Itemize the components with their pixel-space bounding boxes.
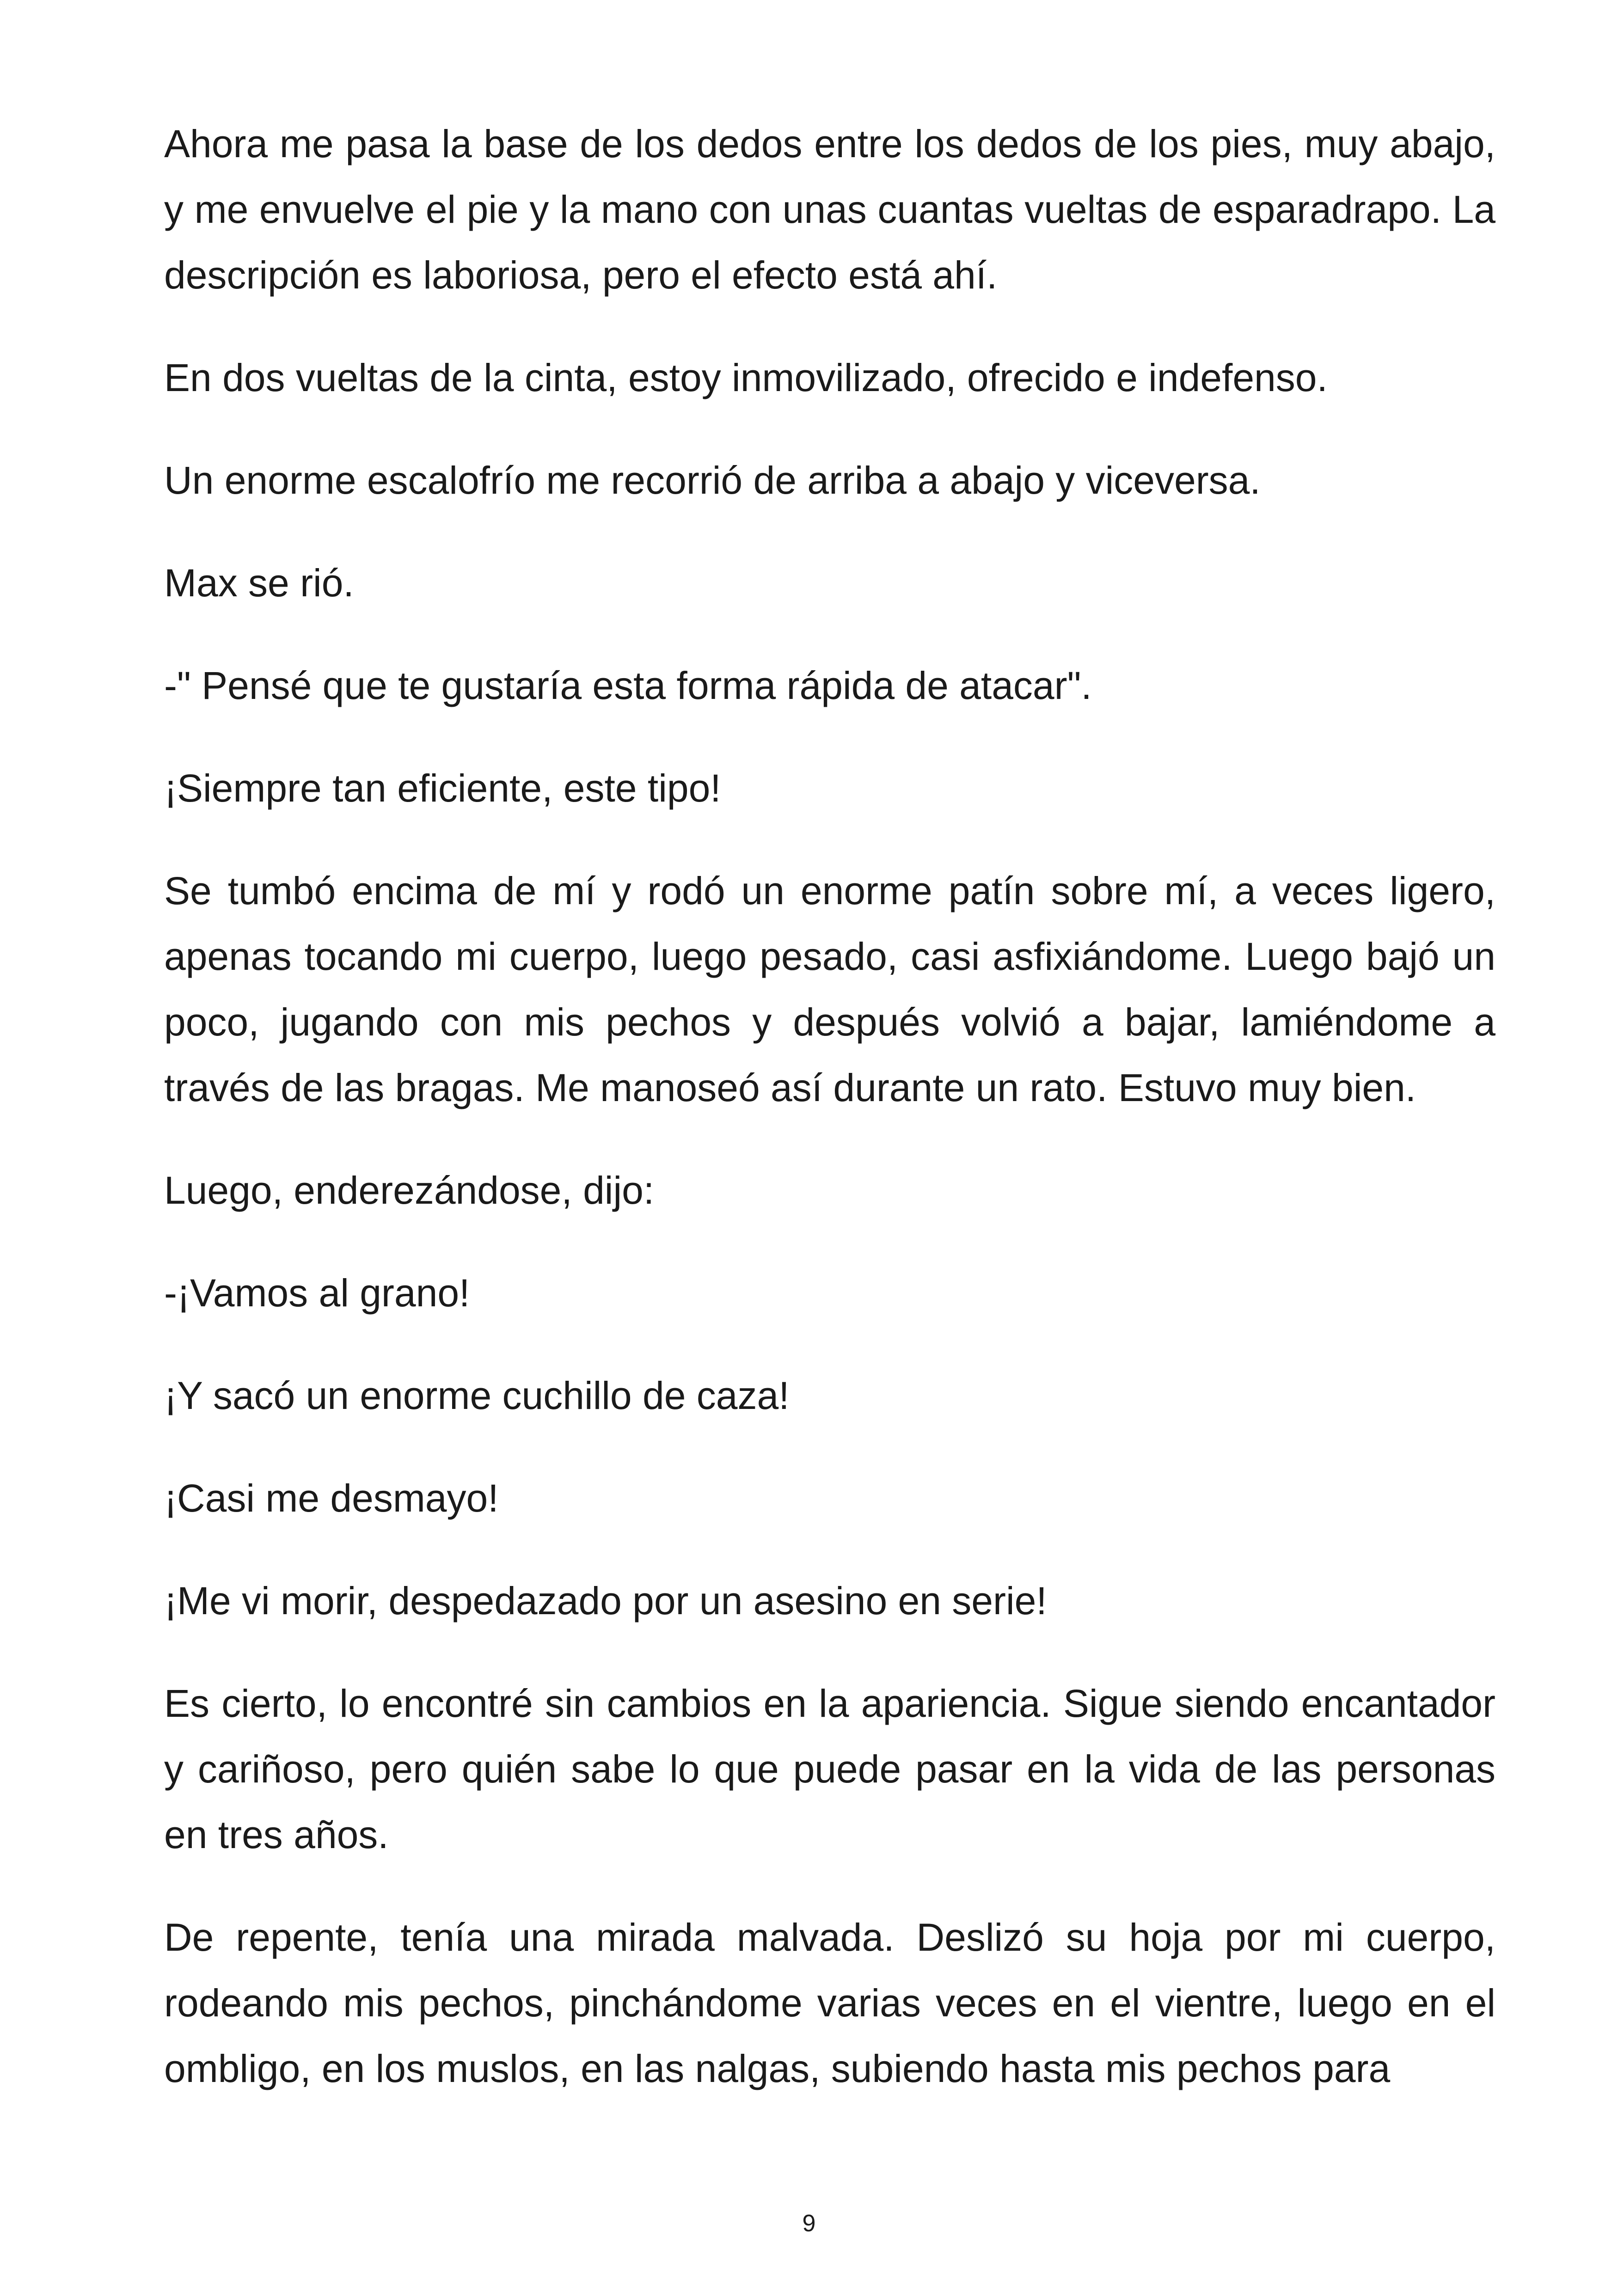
- body-text: [164, 111, 1495, 2138]
- paragraph: -" Pensé que te gustaría esta forma rápida de atacar".: [164, 664, 1092, 707]
- paragraph: Se tumbó encima de mí y rodó un enorme patín sobre mí, a veces ligero, apenas tocando mi cuerpo, luego pesado, casi asfixiándome. Luego bajó un poco, jugando con mis pechos y después volvió a bajar, lamiéndome a través de las bragas. Me manoseó así durante un rato. Estuvo muy bien.: [164, 869, 1495, 1109]
- paragraph: Ahora me pasa la base de los dedos entre los dedos de los pies, muy abajo, y me envuelve el pie y la mano con unas cuantas vueltas de esparadrapo. La descripción es laboriosa, pero el efecto está ahí.: [164, 122, 1495, 297]
- paragraph: En dos vueltas de la cinta, estoy inmovilizado, ofrecido e indefenso.: [164, 356, 1328, 399]
- paragraph: Luego, enderezándose, dijo:: [164, 1169, 655, 1212]
- paragraph: ¡Casi me desmayo!: [164, 1476, 499, 1520]
- paragraph: -¡Vamos al grano!: [164, 1271, 470, 1315]
- paragraph: Un enorme escalofrío me recorrió de arriba a abajo y viceversa.: [164, 459, 1261, 502]
- paragraph: ¡Y sacó un enorme cuchillo de caza!: [164, 1374, 790, 1417]
- page-number: 9: [802, 2210, 816, 2237]
- paragraph: De repente, tenía una mirada malvada. Deslizó su hoja por mi cuerpo, rodeando mis pechos, pinchándome varias veces en el vientre, luego en el ombligo, en los muslos, en las nalgas, subiendo hasta mis pechos para: [164, 1916, 1495, 2090]
- paragraph: Es cierto, lo encontré sin cambios en la apariencia. Sigue siendo encantador y cariñoso, pero quién sabe lo que puede pasar en la vida de las personas en tres años.: [164, 1682, 1495, 1856]
- paragraph: Max se rió.: [164, 561, 354, 605]
- paragraph: ¡Me vi morir, despedazado por un asesino en serie!: [164, 1579, 1047, 1623]
- paragraph: ¡Siempre tan eficiente, este tipo!: [164, 766, 721, 810]
